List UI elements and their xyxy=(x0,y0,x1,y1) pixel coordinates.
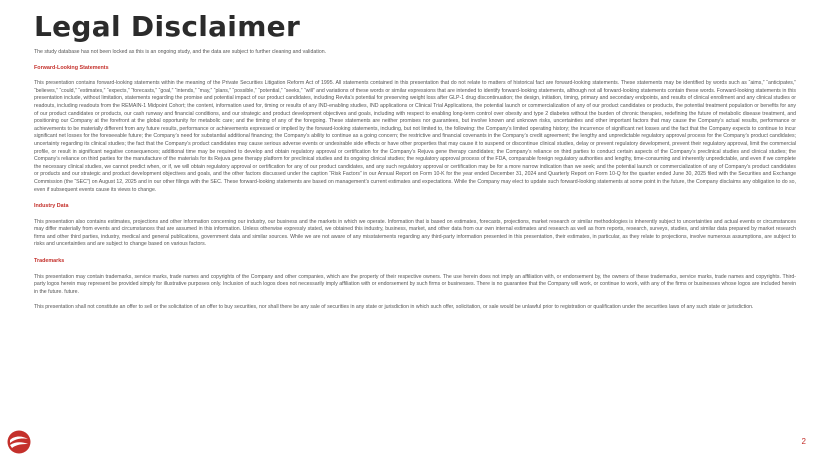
trademarks-heading: Trademarks xyxy=(34,258,65,265)
industry-data-body: This presentation also contains estimates, projections and other information concerning our industry, our business and the markets in which we operate. Information that is based on estimates, forecasts, projections, market research or similar methodologies is inherently subject to uncertainties and actual events or circumstances may differ materially from events and circumstances that are assumed in this information. Unless otherwise expressly stated, we obtained this industry, business, market, and other data from our own internal estimates and research as well as from reports, research, surveys, studies, and similar data prepared by market research firms and other third parties, industry, medical and general publications, government data and similar sources. While we are not aware of any misstatements regarding any third-party information presented in this presentation, their estimates, in particular, as they relate to projections, involve numerous assumptions, are subject to risks and uncertainties and are subject to change based on various factors. xyxy=(34,218,796,248)
securities-closing-text: This presentation shall not constitute an offer to sell or the solicitation of an offer to buy securities, nor shall there be any sale of securities in any state or jurisdiction in which such offer, solicitation, or sale would be unlawful prior to registration or qualification under the securities laws of any such state or jurisdiction. xyxy=(34,304,754,311)
trademarks-body: This presentation may contain trademarks, service marks, trade names and copyrights of the Company and other companies, which are the property of their respective owners. The use herein does not imply an affiliation with, or endorsement by, the owners of these trademarks, service marks, trade names and copyrights. Third-party logos herein may represent be provided simply for illustrative purposes only. Inclusion of such logos does not necessarily imply affiliation with or endorsement by such firms or businesses. There is no guarantee that the Company will work, or continue to work, with any of the firms or businesses whose logos are included herein in the future. future. xyxy=(34,273,796,295)
page-number: 2 xyxy=(801,437,806,446)
page-title: Legal Disclaimer xyxy=(34,10,301,43)
forward-looking-body: This presentation contains forward-looking statements within the meaning of the Private Securities Litigation Reform Act of 1995. All statements contained in this presentation that do not relate to matters of historical fact are forward-looking statements. These statements may be identified by words such as “aims,” “anticipates,” “believes,” “could,” “estimates,” “expects,” “forecasts,” “goal,” “intends,” “may,” “plans,” “possible,” “potential,” “seeks,” “will” and variations of these words or similar expressions that are intended to identify forward-looking statements, although not all forward-looking statements contain these words. Forward-looking statements in this presentation include, without limitation, statements regarding the promise and potential impact of our product candidates, including Revita’s potential for preserving weight loss after GLP-1 drug discontinuation; the design, initiation, timing, primary and secondary endpoints, and results of clinical enrollment and any clinical studies or readouts, including readouts from the REMAIN-1 Midpoint Cohort; the content, information used for, timing or results of any IND-enabling studies, IND applications or Clinical Trial Applications, the potential launch or commercialization of any of our product candidates or products, the potential treatment population or benefits for any of our product candidates or products, our cash runway and financial conditions, and our strategic and product development objectives and goals, including with respect to enabling long-term control over obesity and type 2 diabetes without the burden of chronic therapies, redefining the future of metabolic disease treatment, and positioning our Company at the forefront at the global opportunity for metabolic care; and the timing of any of the foregoing. These statements are neither promises nor guarantees, but involve known and unknown risks, uncertainties and other important factors that may cause the Company’s actual results, performance or achievements to be materially different from any future results, performance or achievements expressed or implied by the forward-looking statements, including, but not limited to, the following: the Company’s limited operating history; the incurrence of significant net losses and the fact that the Company expects to continue to incur significant net losses for the foreseeable future; the Company’s need for substantial additional financing; the Company’s ability to continue as a going concern; the restrictive and financial covenants in the Company’s credit agreement; the lengthy and unpredictable regulatory approval process for the Company’s product candidates; uncertainty regarding its clinical studies; the fact that the Company’s product candidates may cause serious adverse events or undesirable side effects or have other properties that may cause it to suspend or discontinue clinical studies, delay or prevent regulatory development, prevent their regulatory approval, limit the commercial profile, or result in significant negative consequences; additional time may be required to develop and obtain regulatory approval or certification for the Company’s Rejuva gene therapy candidates; the Company’s reliance on third parties to conduct certain aspects of the Company’s preclinical studies and clinical studies; the Company’s reliance on third parties for the manufacture of the materials for its Rejuva gene therapy platform for preclinical studies and its ongoing clinical studies; the regulatory approval process of the FDA, comparable foreign regulatory authorities and lengthy, time-consuming and inherently unpredictable, and even if we complete the necessary clinical studies, we cannot predict when, or if, we will obtain regulatory approval or certification for any of our product candidates, and any such regulatory approval or certification may be for a more narrow indication than we seek; and the potential launch or commercialization of any of Company’s product candidates or products and our strategic and product development objectives and goals, and the other factors discussed under the caption “Risk Factors” in our Annual Report on Form 10-K for the year ended December 31, 2024 and Quarterly Report on Form 10-Q for the quarter ended June 30, 2025 filed with the Securities and Exchange Commission (the “SEC”) on August 12, 2025 and in our other filings with the SEC. These forward-looking statements are based on management’s current estimates and expectations. While the Company may elect to update such forward-looking statements at some point in the future, the Company disclaims any obligation to do so, even if subsequent events cause its views to change. xyxy=(34,80,796,193)
industry-data-heading: Industry Data xyxy=(34,203,69,210)
forward-looking-heading: Forward-Looking Statements xyxy=(34,64,109,71)
intro-text: The study database has not been locked as this is an ongoing study, and the data are subject to further cleaning and validation. xyxy=(34,49,327,55)
disclaimer-content xyxy=(34,49,796,312)
brand-logo-icon xyxy=(7,430,31,454)
